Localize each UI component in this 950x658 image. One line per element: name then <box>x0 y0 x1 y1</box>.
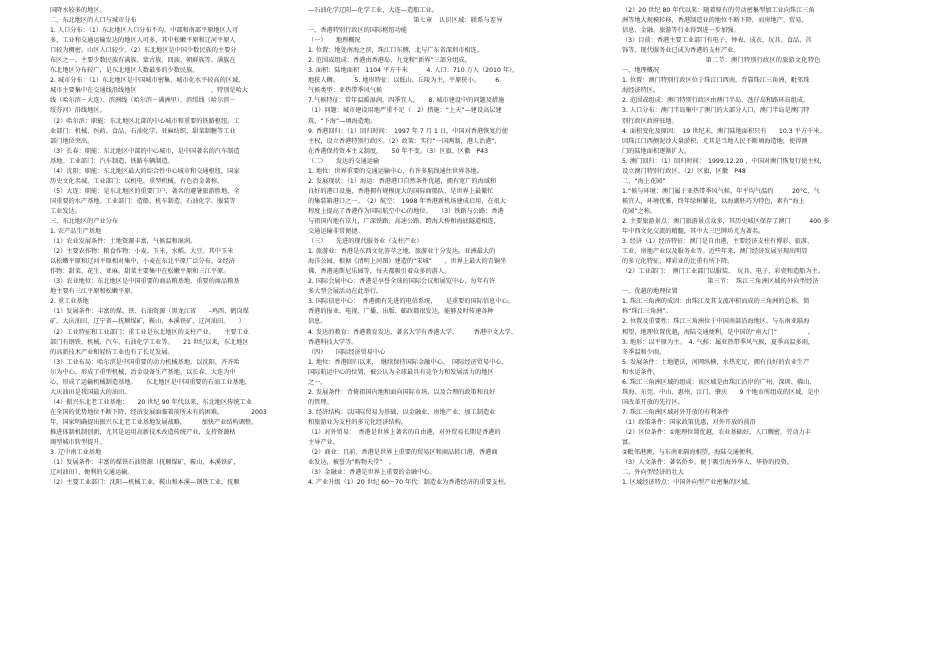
text-line: （2）商业：且前，香港是世界上重要的贸易区和商品转口港，香港商 <box>308 449 498 457</box>
text-line: （3）目前：香港主要工业部门有电子、钟表、成衣、玩具、食品、首 <box>622 37 812 45</box>
text-line: 一、优越的地理位置 <box>622 288 678 296</box>
text-line: 5. 澳门回归：（1）回归时间： 1999.12.20 ，中国对澳门恢复行使主权， <box>622 157 826 165</box>
text-line: 2. 主要旅游景点：澳门旅游景点众多，其历史城区保存了澳门 400 多 <box>622 217 830 225</box>
text-line: 年，国家明确提出振兴东北老工业基地发展战略， 加快产业结构调整， <box>50 418 258 426</box>
text-line: 二、“海上花园” <box>622 177 666 185</box>
text-line: （5）大连：职能：是东北地区的重要门户，著名的避暑旅游胜地，全 <box>50 187 240 195</box>
text-line: 心，形成了运输机械制造基地。 东北地区是中国重要的石油工业基地， <box>50 378 252 386</box>
section-heading: 第七章 认识区域：联系与差异 <box>413 17 503 25</box>
text-line: 1. 地位：世界重要的交通运输中心，有许多航线通往世界各地。 <box>308 167 483 175</box>
text-line: 1. 位置：澳门特别行政区位于珠江口西南，背靠珠江三角洲，毗邻珠 <box>622 77 810 85</box>
text-line: 一、香港特别行政区的国际枢纽功能 <box>308 27 407 35</box>
text-line: 基地。工业部门：汽车制造、铁路车辆制造。 <box>50 157 174 165</box>
text-line: 东北地区分布较广，是东北地区人数最多的少数民族。 <box>50 67 199 75</box>
text-line: 4. 产业升级（1）20 世纪 60～70 年代：制造业为香港经济的重要支柱。 <box>308 479 511 487</box>
text-line: 一、地理概况 <box>622 67 660 75</box>
text-line: 竭型城市转型提升。 <box>50 439 106 447</box>
text-line: 二、外向型经济的壮大 <box>622 469 684 477</box>
text-line: （4）沈阳：职能：东北地区最大的综合性中心城市和交通枢纽，国家 <box>50 167 240 175</box>
text-line: 海洋公园、根据《清明上河图》建造的“宋城” 、世界上最大的青铜坐 <box>308 258 507 266</box>
text-line: （3）金融业：香港是世界上重要的金融中心。 <box>308 469 436 477</box>
text-line: 7. 珠江三角洲区域对外开放的有利条件 <box>622 408 729 416</box>
text-line: 1. 人口分布：（1）东北地区人口分布不均。中部和南部平原地区人可 <box>50 27 239 35</box>
text-line: 国改革开放的先行区。 <box>622 398 684 406</box>
text-line: 线（哈尔滨－大连）、滨洲线（哈尔滨－满洲里）、滨绥线（哈尔滨－ <box>50 97 236 105</box>
text-line: 佛、香港迪斯尼乐园等，每天都吸引着众多的游人。 <box>308 268 451 276</box>
text-line: 海经济特区。 <box>622 87 660 95</box>
text-line: （1）问题：城市建设用地严重不足（ 2）措施：“上天”—建设高层建 <box>308 107 502 115</box>
text-line: 之一。 <box>308 378 327 386</box>
text-line: 香港的报业、电视、广播、出版、邮政都很发达，能够及时传递各种 <box>308 308 494 316</box>
text-line: 7.气候特征：常年温暖湿润，四季宜人。 8. 城市建设中的问题及措施 <box>308 97 505 105</box>
text-line: 1. 位置：地处南海之滨，珠江口东侧，北与广东省深圳市相连。 <box>308 47 483 55</box>
text-line: 多大型会展活动在此举行。 <box>308 288 383 296</box>
text-line: 年中西文化交流的精髓，其中大三巴牌坊尤为著名。 <box>622 228 765 236</box>
text-line: —石油化学辽阳—化学工业，大连—造船工业。 <box>308 7 438 14</box>
text-line: 相望，地理位置优越，海陆交通便利，是中国的“南大门” 。 <box>622 328 815 336</box>
text-line: （1）对外贸易： 香港是世界上著名的自由港，对外贸易长期是香港的 <box>308 428 501 436</box>
text-line: 三、东北地区的产业分布 <box>50 217 119 225</box>
text-line: 矿，大庆油田，辽宁省—抚顺煤矿，鞍山、本溪铁矿，辽河油田。 ） <box>50 318 245 326</box>
text-line: （3）工业布局：哈尔滨是中国重要的动力机械基地。以沈阳、齐齐哈 <box>50 358 240 366</box>
text-line: （三） 先进的现代服务业（支柱产业） <box>308 238 423 246</box>
text-line: 3. 辽中南工业基地 <box>50 449 102 457</box>
text-line: 地狭人稠。 5. 地形特征：以低山、丘陵为主，平原狭小。 6. <box>308 77 502 85</box>
text-line: 气候类型：亚热带季风气候 <box>308 87 383 95</box>
text-line: 9. 香港回归：（1）回归时间： 1997 年 7 月 1 日，中国对香港恢复行使 <box>308 127 508 135</box>
text-line: （1）农业发展条件：土地资源丰富，气候温和湿润。 <box>50 238 197 246</box>
text-line: 候宜人，环境优雅，终年绿树繁花，以海湖胚巧为特色，素有“海上 <box>622 197 805 205</box>
text-line: 香港科技大学等。 <box>308 338 358 346</box>
text-line: 3. 经济结构：以国际贸易为基础，以金融业、房地产业、加工制造业 <box>308 408 496 416</box>
text-line: 2. 范围或组成：澳门特别行政区由澳门半岛、氹仔岛和路环岛组成。 <box>622 97 810 105</box>
text-line: 花园”之称。 <box>622 207 657 215</box>
text-line: 地主要有三江平原和松嫩平原。 <box>50 288 137 296</box>
text-line: （四） 国际经济贸易中心 <box>308 348 386 356</box>
text-line: 1. 农产品生产基地 <box>50 228 102 236</box>
text-line: 珠海、东莞、中山、惠州、江门、肇庆 9 个地市所组成的区域，是中 <box>622 388 820 396</box>
text-line: 信息。 <box>308 318 327 326</box>
text-line: 和水运条件。 <box>622 368 660 376</box>
text-line: 信息、金融、旅游等行业得到进一步加强。 <box>622 27 740 35</box>
text-line: 与祖国内地有京九，广深铁路、高速公路、跨海大桥和海底隧道相连， <box>308 217 500 225</box>
text-line: （二） 发达的交通运输 <box>308 157 380 165</box>
text-line: 城市主要集中在交通线沿线地区 ，特别是哈大 <box>50 87 248 95</box>
text-line: （1）发展条件：丰富的煤铁石油资源（抚顺煤矿，鞍山、本溪铁矿， <box>50 459 240 467</box>
text-line: 业部门：机械、医药、食品、石油化学、亚麻纺织、甜菜制糖等工业 <box>50 127 236 135</box>
text-line: 和旅游业为支柱的多元化经济结构。 <box>308 418 407 426</box>
text-line: 1. 区域经济特点：中国外向型产业密集的区域。 <box>622 479 754 487</box>
text-line: 程度上提高了香港作为国际航空中心的地位。 （3）铁路与公路：香港 <box>308 207 504 215</box>
text-line: 工业、房地产业以及服务业等。近些年来，澳门经济发展呈现出明显 <box>622 248 808 256</box>
section-heading: 第三节： 珠江三角洲区域的外向型经济 <box>707 278 819 286</box>
text-line: 业发达，被誉为“购物天堂” 。 <box>308 459 395 467</box>
text-line: 2. 发展现状：（1）海运：香港港口自然条件优越，拥有宽广的海域和 <box>308 177 497 185</box>
text-line: 5. 发展条件：土地肥沃，河网纵横，水热充足，拥有良好的农业生产 <box>622 358 810 366</box>
text-line: 布区之一。主要少数民族有满族、蒙古族、回族、朝鲜族等。满族在 <box>50 57 236 65</box>
text-line: 的管理。 <box>308 398 333 406</box>
text-line: 3. 面积：陆地面积 1104 平方千米 4. 人口：710 万人（2010 年）。 <box>308 67 519 75</box>
text-line: 2. 国际会展中心：香港是享誉全球的国际会议和展览中心，每年有许 <box>308 278 496 286</box>
text-line: 1. 珠江三角洲的成因：由珠江及其支流冲积而成的三角洲的总称，简 <box>622 298 810 306</box>
text-line: （2）工业特征和工业部门：重工业是东北地区的支柱产业。 主要工业 <box>50 328 249 336</box>
text-line: （1）政策条件：国家政策优惠，对外开放的前沿 <box>622 418 756 426</box>
text-line: 以松嫩平原和辽河平原相对集中，小麦在东北平原广泛分布。②经济 <box>50 258 235 266</box>
text-line: 1. 地位：香港回归以来， 继续保持国际金融中心、 国际经济贸易中心、 <box>308 358 508 366</box>
text-line: 筑，“下海”—填海造地。 <box>308 117 377 125</box>
text-line: 2. 发展条件：背倚祖国内地和面向国际市场，以及合理的政策和良好 <box>308 388 496 396</box>
text-line: （4）振兴东北老工业基地： 20 世纪 90 年代以来，东北地区传统工业 <box>50 398 252 406</box>
text-line: 冬季温和少雨。 <box>622 348 666 356</box>
text-line: 国重要的水产基地。工业部门：造船、机车制造、石油化学、服装等 <box>50 197 236 205</box>
text-line: 3. 经济（1）经济特征：澳门是自由港，主要经济支柱有博彩、旅游、 <box>622 238 814 246</box>
text-line: 6. 珠江三角洲区域的组成：该区域是由珠江沿岸的广州、深圳、佛山、 <box>622 378 816 386</box>
text-line: 3. 地形：以平原为主。 4. 气候：属亚热带季风气候，夏季高温多雨， <box>622 338 815 346</box>
text-line: 历史文化名城。工业部门：以机电、重型机械、有色冶金著称。 <box>50 177 224 185</box>
text-line: （2）主要农作物：粮食作物：小麦、玉米、水稻、大豆。其中玉米 <box>50 248 234 256</box>
text-line: 良好的港口设施，香港拥有规模庞大的国际商船队，是世界上最繁忙 <box>308 187 494 195</box>
text-line: 交通运输非常便捷。 <box>308 228 364 236</box>
text-line: 因珠江口西侧泥沙大量淤积，尤其是当地人民不断填海造地，使得澳 <box>622 137 808 145</box>
text-line: 尔为中心，形成了重型机械、冶金设备生产基地。以长春、大连为中 <box>50 368 236 376</box>
text-line: 富。 <box>622 439 635 447</box>
text-line: （一） 地理概况 <box>308 37 361 45</box>
text-line: （3）长春：职能：东北地区中部的中心城市，是中国著名的汽车制造 <box>50 147 240 155</box>
text-line: 绥芬河）沿线地区。 <box>50 107 106 115</box>
text-line: 大庆油田是我国最大的油田。 <box>50 388 131 396</box>
text-line: ②毗邻港澳，与东南亚隔海相望，海陆交通便利。 <box>622 449 758 457</box>
text-line: 2. 重工业基地 <box>50 298 89 306</box>
text-line: 在全国的优势地位不断下降，经济发展面临着前所未有的困难。 2003 <box>50 408 267 416</box>
text-line: （3）人文条件：著名侨乡，便于吸引海外华人、华侨的投资。 <box>622 459 793 467</box>
text-column-left <box>50 6 298 488</box>
text-line: 的高新技术产业和轻纺工业也有了长足发展。 <box>50 348 174 356</box>
text-line: 主导产业。 <box>308 439 339 447</box>
section-heading: 第二节：澳门特别行政区的旅游文化特色 <box>705 57 821 65</box>
text-line: 作物：甜菜、花生、亚麻。甜菜主要集中在松嫩平原和三江平原。 <box>50 268 230 276</box>
text-line: 主权，设立香港特别行政区。（2）政策：实行“一国两制，港人治港”， <box>308 137 501 145</box>
text-line: 3. 人口分布：澳门半岛集中了澳门的大部分人口，澳门半岛是澳门特 <box>622 107 810 115</box>
text-column-right <box>622 6 904 488</box>
text-line: 称“珠江三角洲”。 <box>622 308 672 316</box>
text-line: （1）发展条件：丰富的煤、铁、石油资源（黑龙江省 –鸡西、鹤岗煤 <box>50 308 249 316</box>
text-line: 国降水较多的地区。 <box>50 7 106 14</box>
text-line: 3. 国际信息中心： 香港拥有先进的电信系统， 是重要的国际信息中心。 <box>308 298 514 306</box>
text-line: 门的陆地面积逐渐扩大。 <box>622 147 691 155</box>
text-line: （3）农业地位：东北地区是中国重要的商品粮基地，重要的商品粮基 <box>50 278 240 286</box>
text-line: 的集装箱港口之一。 （2）航空： 1998 年香港新机场建成启用，在很大 <box>308 197 506 205</box>
text-line: 二、东北地区的人口与城市分布 <box>50 17 137 25</box>
text-line: 设立澳门特别行政区。（2）区旗，区徽 P48 <box>622 167 746 175</box>
text-line: 别行政区政府驻地。 <box>622 117 678 125</box>
text-line: （2）主要工业部门：沈阳—机械工业，鞍山和本溪—钢铁工业，抚顺 <box>50 479 240 487</box>
text-line: （2）工业部门： 澳门工业部门以服装、 玩具、电子、彩瓷和造船为主。 <box>622 268 824 276</box>
text-line: 的多元化特征，博彩业的比重有所下降。 <box>622 258 734 266</box>
text-line: 2. 范围或组成：香港由香港岛、九龙和“新界”三部分组成。 <box>308 57 471 65</box>
text-line: （2）哈尔滨：职能：东北地区北部的中心城市和重要的铁路枢纽。工 <box>50 117 240 125</box>
text-line: 4. 面积变化及原因： 19 世纪末，澳门陆地面积只有 10.3 平方千米。 <box>622 127 826 135</box>
text-line: 部门地位突出。 <box>50 137 94 145</box>
text-line: 部门有钢铁、机械、汽车、石油化学工业等。 21 世纪以来，东北地区 <box>50 338 249 346</box>
text-column-middle <box>308 6 608 488</box>
text-line: 饰等。现代服务业已成为香港的支柱产业。 <box>622 47 740 55</box>
text-line: 辽河油田）、便利的交通运输。 <box>50 469 134 477</box>
text-line: 推进体制机制创新，尤其是运用高新技术改造传统产业，支持资源枯 <box>50 428 236 436</box>
text-line: 2. 位置及重要性：珠江三角洲位于中国南部沿海地区，与东南亚隔海 <box>622 318 810 326</box>
text-line: 2. 城市分布：（1）东北地区是中国城市密集、城市化水平较高的区域。 <box>50 77 245 85</box>
text-line: 在香港保持资本主义制度， 50 年不变。（3）区旗、区徽 P43 <box>308 147 489 155</box>
text-line: （2）20 世纪 80 年代以来：随着原有的劳动密集型加工业向珠江三角 <box>622 7 815 14</box>
text-line: 国际航运中心的位置，被公认为全球最具有竞争力和发展活力的地区 <box>308 368 494 376</box>
text-line: 口较为稠密。山区人口较少。（2）东北地区是中国少数民族的主要分 <box>50 47 237 55</box>
text-line: 多，工业和交通运输发达的地区人可多，其中松嫩平原和辽河平原人 <box>50 37 236 45</box>
text-line: 1.“候与环境：澳门属于亚热带季风气候，年平均气温约 20°C，气 <box>622 187 820 195</box>
text-line: 工业发达。 <box>50 207 81 215</box>
text-line: 4. 发达的教育：香港教育发达，著名大学有香港大学、 香港中文大学、 <box>308 328 517 336</box>
text-line: 洲等地大规模转移，香港制造业的地位不断下降，而房地产、贸易、 <box>622 17 808 25</box>
text-line: （2）区位条件：①地理位置优越，农业基础好，人口稠密，劳动力丰 <box>622 428 811 436</box>
text-line: 1. 旅游业：香港是东西文化荟萃之地，旅游业十分发达。亚洲最大的 <box>308 248 496 256</box>
